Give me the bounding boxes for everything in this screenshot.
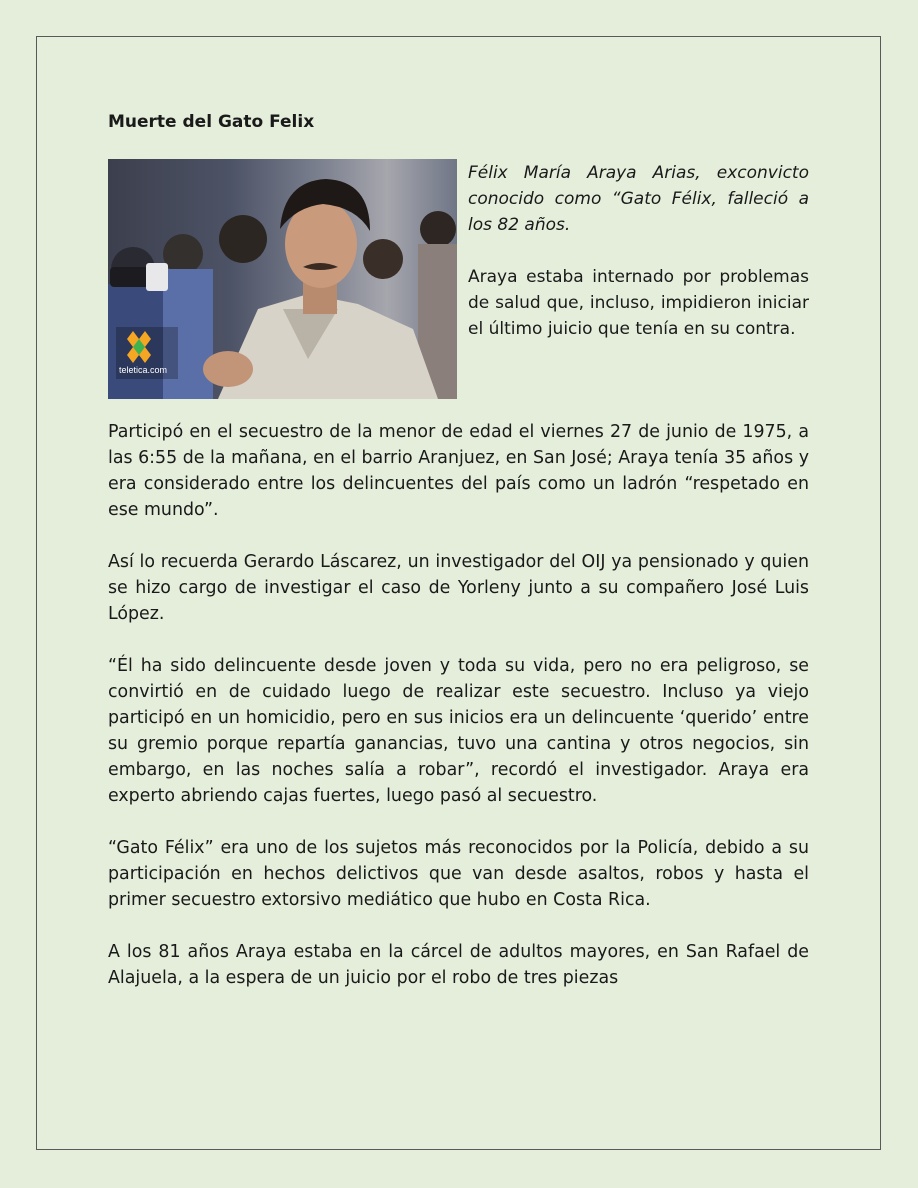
- body-paragraph: A los 81 años Araya estaba en la cárcel de adultos mayores, en San Rafael de Alajuela, a la espera de un juicio por el robo de tres piezas: [108, 942, 809, 988]
- lead-paragraph: Félix María Araya Arias, exconvicto conocido como “Gato Félix, falleció a los 82 años.: [468, 163, 809, 235]
- article-photo: [108, 159, 457, 399]
- body-paragraph: Participó en el secuestro de la menor de edad el viernes 27 de junio de 1975, a las 6:55 de la mañana, en el barrio Aranjuez, en San José; Araya tenía 35 años y era considerado entre los delincuentes del país como un ladrón “respetado en ese mundo”.: [108, 422, 809, 520]
- body-paragraph: “Gato Félix” era uno de los sujetos más reconocidos por la Policía, debido a su participación en hechos delictivos que van desde asaltos, robos y hasta el primer secuestro extorsivo mediático que hubo en Costa Rica.: [108, 838, 809, 910]
- article-lead: [468, 160, 809, 342]
- side-paragraph: Araya estaba internado por problemas de salud que, incluso, impidieron iniciar el último juicio que tenía en su contra.: [468, 267, 809, 339]
- body-paragraph: Así lo recuerda Gerardo Láscarez, un investigador del OIJ ya pensionado y quien se hizo cargo de investigar el caso de Yorleny junto a su compañero José Luis López.: [108, 552, 809, 624]
- body-paragraph: “Él ha sido delincuente desde joven y toda su vida, pero no era peligroso, se convirtió en de cuidado luego de realizar este secuestro. Incluso ya viejo participó en un homicidio, pero en sus inicios era un delincuente ‘querido’ entre su gremio porque repartía ganancias, tuvo una cantina y otros negocios, sin embargo, en las noches salía a robar”, recordó el investigador. Araya era experto abriendo cajas fuertes, luego pasó al secuestro.: [108, 656, 809, 806]
- article-title: Muerte del Gato Felix: [108, 112, 315, 132]
- photo-watermark: teletica.com: [119, 365, 168, 375]
- article-body: [108, 419, 809, 991]
